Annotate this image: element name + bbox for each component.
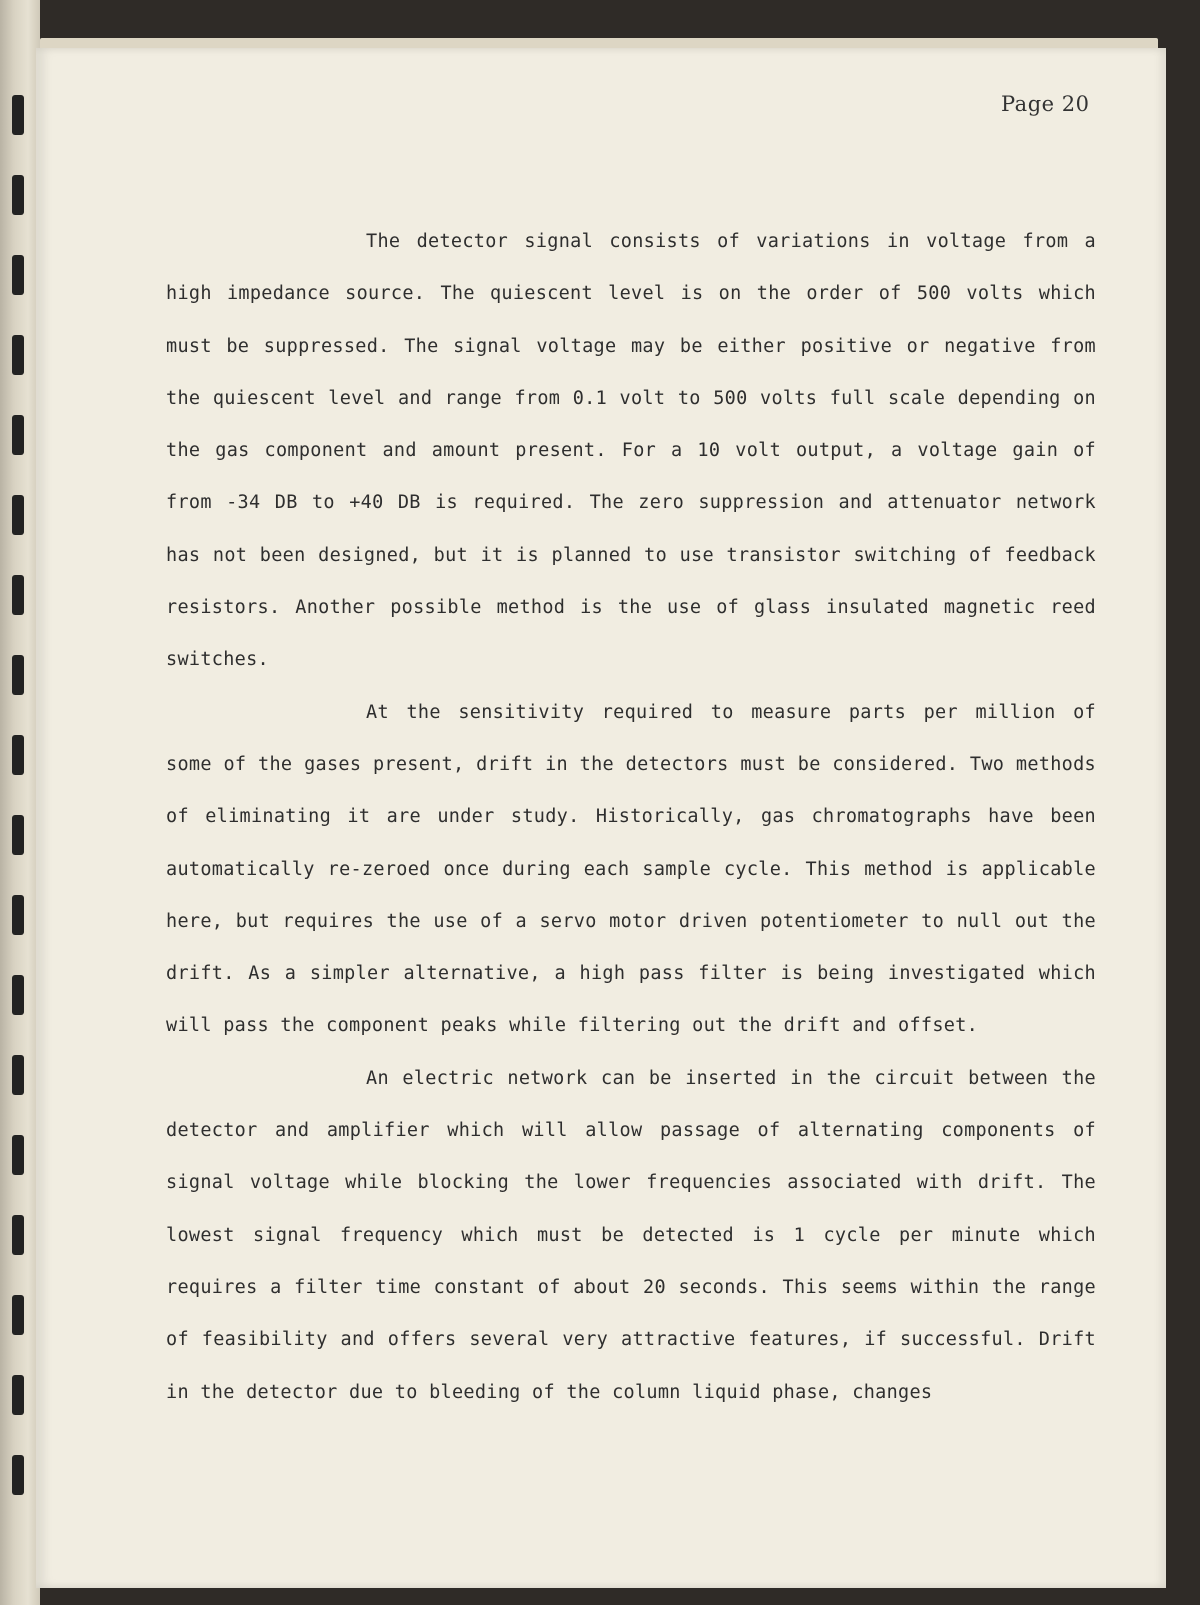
binder-ring (12, 655, 24, 695)
paragraph: An electric network can be inserted in the circuit between the detector and amplifier which will allow passage of alternating components of signal voltage while blocking the lower frequencies associated with drift. The lowest signal frequency which must be detected is 1 cycle per minute which requires a filter time constant of about 20 seconds. This seems within the range of feasibility and offers several very attractive features, if successful. Drift in the detector due to bleeding of the column liquid phase, changes (166, 1067, 1096, 1403)
paragraph: At the sensitivity required to measure parts per million of some of the gases present, drift in the detectors must be considered. Two methods of eliminating it are under study. Historically, gas chromatographs have been automatically re-zeroed once during each sample cycle. This method is applicable here, but requires the use of a servo motor driven potentiometer to null out the drift. As a simpler alternative, a high pass filter is being investigated which will pass the component peaks while filtering out the drift and offset. (166, 701, 1096, 1037)
binder-ring (12, 1295, 24, 1335)
binder-ring (12, 95, 24, 135)
document-page (36, 48, 1166, 1588)
binder-ring (12, 1375, 24, 1415)
binder-ring (12, 1455, 24, 1495)
binder-ring (12, 735, 24, 775)
binder-ring (12, 895, 24, 935)
binder-ring (12, 575, 24, 615)
binder-spine (0, 0, 40, 1605)
paragraph: The detector signal consists of variations in voltage from a high impedance source. The quiescent level is on the order of 500 volts which must be suppressed. The signal voltage may be either positive or negative from the quiescent level and range from 0.1 volt to 500 volts full scale depending on the gas component and amount present. For a 10 volt output, a voltage gain of from -34 DB to +40 DB is required. The zero suppression and attenuator network has not been designed, but it is planned to use transistor switching of feedback resistors. Another possible method is the use of glass insulated magnetic reed switches. (166, 231, 1096, 671)
binder-ring (12, 975, 24, 1015)
binder-ring (12, 175, 24, 215)
body-text (166, 216, 1096, 1419)
binder-ring (12, 495, 24, 535)
binder-ring (12, 815, 24, 855)
binder-ring (12, 1055, 24, 1095)
page-number: Page 20 (1001, 92, 1090, 116)
binder-ring (12, 415, 24, 455)
binder-ring (12, 335, 24, 375)
binder-ring (12, 1215, 24, 1255)
binder-ring (12, 255, 24, 295)
binder-ring (12, 1135, 24, 1175)
